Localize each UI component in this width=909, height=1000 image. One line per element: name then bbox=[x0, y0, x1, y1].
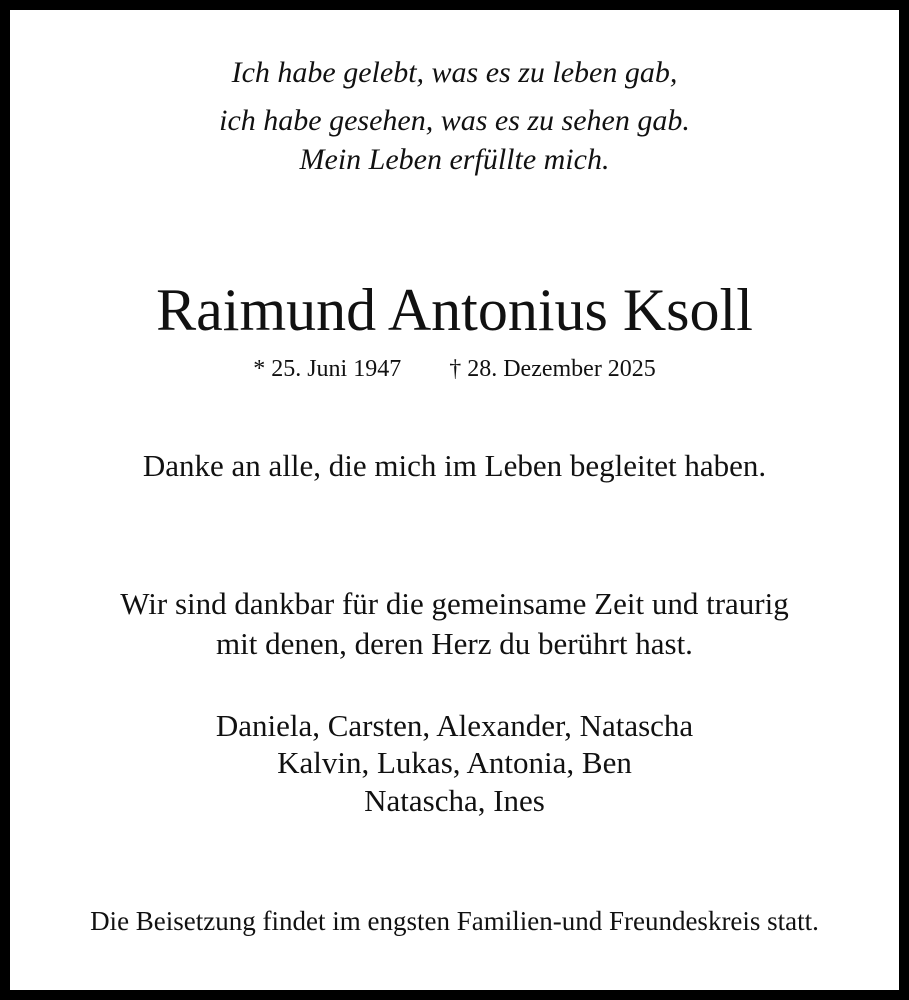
life-dates bbox=[10, 357, 899, 381]
death-date: † 28. Dezember 2025 bbox=[449, 356, 656, 382]
family-line-3: Natascha, Ines bbox=[364, 783, 545, 818]
gratitude-line-2: mit denen, deren Herz du berührt hast. bbox=[216, 626, 693, 661]
birth-date: * 25. Juni 1947 bbox=[253, 356, 402, 382]
deceased-name: Raimund Antonius Ksoll bbox=[156, 277, 753, 343]
thanks-line: Danke an alle, die mich im Leben begleitet haben. bbox=[142, 448, 767, 483]
family-line-1: Daniela, Carsten, Alexander, Natascha bbox=[215, 708, 694, 743]
family-line-2: Kalvin, Lukas, Antonia, Ben bbox=[277, 745, 632, 780]
quote-line-3: Mein Leben erfüllte mich. bbox=[299, 143, 610, 176]
gratitude-line-1: Wir sind dankbar für die gemeinsame Zeit und traurig bbox=[120, 586, 789, 621]
quote-line-2: ich habe gesehen, was es zu sehen gab. bbox=[219, 104, 690, 137]
quote-line-1: Ich habe gelebt, was es zu leben gab, bbox=[231, 56, 678, 89]
burial-note: Die Beisetzung findet im engsten Familien-und Freundeskreis statt. bbox=[90, 906, 819, 936]
